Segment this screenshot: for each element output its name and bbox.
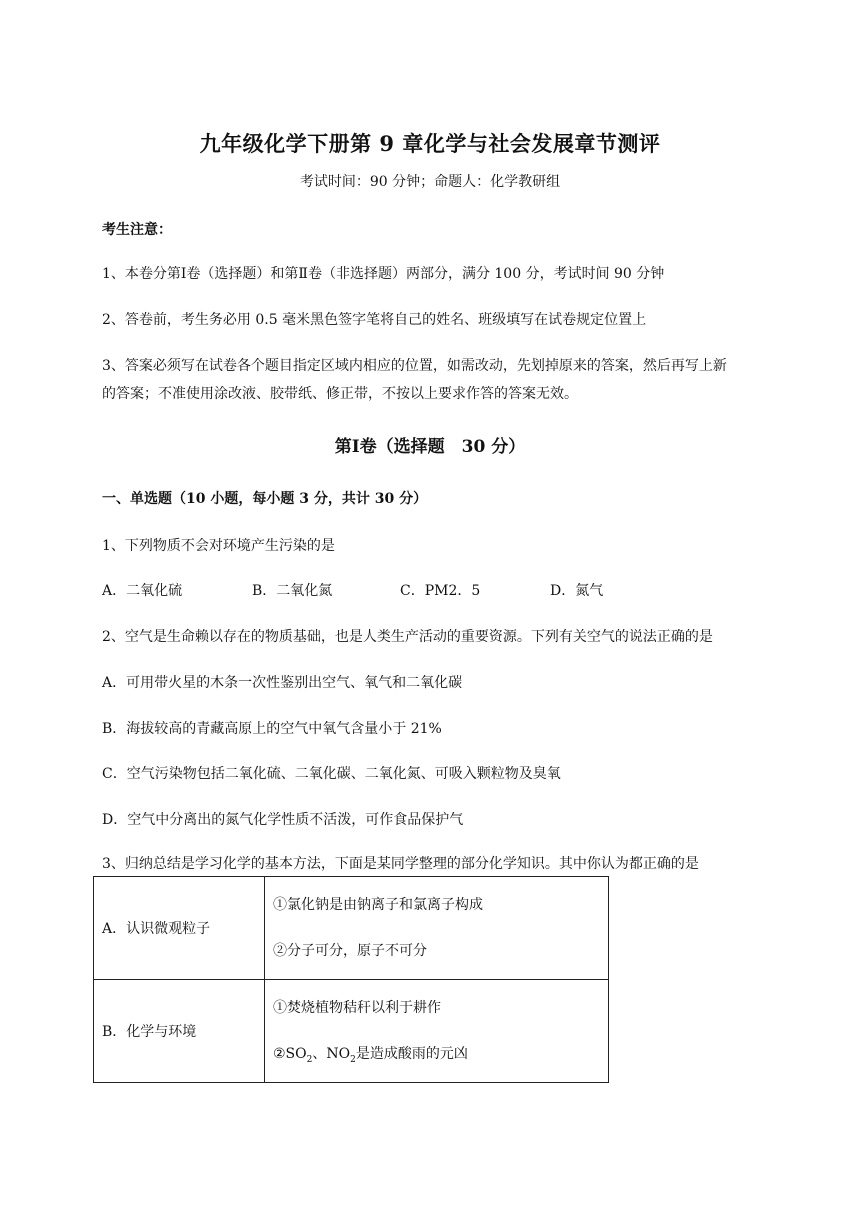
row-b-items: [265, 980, 609, 1083]
part-heading: 一、单选题（10 小题，每小题 3 分，共计 30 分）: [102, 491, 428, 507]
row-b-item-1: ①焚烧植物秸秆以利于耕作: [273, 1000, 441, 1016]
question-2-option-d: D．空气中分离出的氮气化学性质不活泼，可作食品保护气: [102, 812, 464, 828]
question-1-option-c: C．PM2．5: [400, 583, 481, 599]
table-row: [94, 877, 609, 980]
notice-item-3-continued: 的答案；不准使用涂改液、胶带纸、修正带，不按以上要求作答的答案无效。: [102, 386, 578, 402]
table-row: [94, 980, 609, 1083]
row-a-item-2: ②分子可分，原子不可分: [273, 943, 427, 959]
row-b-item-2: [273, 1031, 608, 1077]
question-2-option-a: A．可用带火星的木条一次性鉴别出空气、氧气和二氧化碳: [102, 675, 463, 691]
question-2-option-c: C．空气污染物包括二氧化硫、二氧化碳、二氧化氮、可吸入颗粒物及臭氧: [102, 766, 561, 782]
row-b-item-2-part2: 、NO: [312, 1046, 351, 1062]
notice-heading: 考生注意：: [102, 222, 172, 238]
question-1-option-a: A．二氧化硫: [102, 583, 183, 599]
exam-subtitle: 考试时间：90 分钟；命题人：化学教研组: [299, 174, 561, 190]
row-a-items: [265, 877, 609, 980]
row-b-item-2-part3: 是造成酸雨的元凶: [355, 1046, 468, 1062]
row-a-category: A．认识微观粒子: [94, 877, 265, 980]
notice-item-2: 2、答卷前，考生务必用 0.5 毫米黑色签字笔将自己的姓名、班级填写在试卷规定位置上: [102, 312, 647, 328]
question-3-table: [93, 876, 609, 1083]
row-b-item-2-sub1: 2: [306, 1054, 313, 1065]
row-a-item-1: ①氯化钠是由钠离子和氯离子构成: [273, 897, 483, 913]
question-2-stem: 2、空气是生命赖以存在的物质基础，也是人类生产活动的重要资源。下列有关空气的说法正确的是: [102, 629, 713, 645]
section-title: 第Ⅰ卷（选择题 30 分）: [334, 437, 526, 457]
notice-item-1: 1、本卷分第Ⅰ卷（选择题）和第Ⅱ卷（非选择题）两部分，满分 100 分，考试时间 90 分钟: [102, 266, 665, 282]
question-2-option-b: B．海拔较高的青藏高原上的空气中氧气含量小于 21%: [102, 721, 442, 737]
row-b-item-2-part1: ②SO: [273, 1046, 307, 1062]
question-1-option-b: B．二氧化氮: [252, 583, 333, 599]
question-3-stem: 3、归纳总结是学习化学的基本方法，下面是某同学整理的部分化学知识。其中你认为都正确的是: [102, 856, 699, 872]
row-b-category: B．化学与环境: [94, 980, 265, 1083]
question-1-stem: 1、下列物质不会对环境产生污染的是: [102, 538, 335, 554]
question-1-option-d: D．氮气: [550, 583, 604, 599]
row-b-item-2-sub2: 2: [350, 1054, 356, 1065]
question-1-options: [102, 580, 802, 600]
exam-title: 九年级化学下册第 9 章化学与社会发展章节测评: [199, 131, 661, 156]
notice-item-3: 3、答案必须写在试卷各个题目指定区域内相应的位置，如需改动，先划掉原来的答案，然后再写上新: [102, 358, 727, 374]
